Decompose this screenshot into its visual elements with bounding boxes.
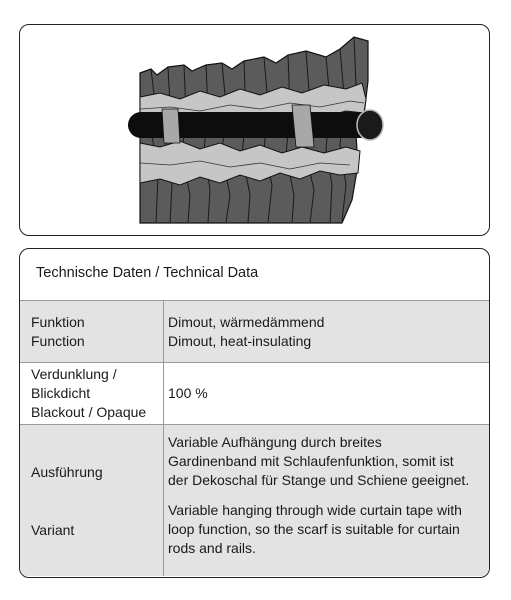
row-label <box>20 425 164 576</box>
curtain-loop-right <box>292 105 314 147</box>
label-en: Function <box>31 332 85 349</box>
table-row-variant <box>20 425 489 576</box>
value-de-line: Gardinenband mit Schlaufenfunktion, somit ist <box>168 453 454 469</box>
technical-data-table <box>19 248 490 578</box>
label-de: Ausführung <box>31 464 103 480</box>
value-de-line: Variable Aufhängung durch breites <box>168 434 382 450</box>
value-en-line: rods and rails. <box>168 540 256 556</box>
row-label <box>20 301 164 362</box>
table-row-blackout <box>20 363 489 425</box>
value-de: Dimout, wärmedämmend <box>168 313 325 330</box>
label-line: Blackout / Opaque <box>31 404 147 420</box>
rod-end-cap <box>357 110 383 140</box>
value-en-line: loop function, so the scarf is suitable for curtain <box>168 521 460 537</box>
curtain-on-rod-illustration <box>20 25 491 237</box>
product-image-frame <box>19 24 490 236</box>
row-value <box>164 425 489 576</box>
row-label <box>20 363 164 424</box>
label-de: Funktion <box>31 313 85 330</box>
value-line: 100 % <box>168 385 208 401</box>
table-title: Technische Daten / Technical Data <box>20 249 489 301</box>
curtain-loop-left <box>162 109 180 143</box>
row-value <box>164 363 489 424</box>
label-en: Variant <box>31 522 75 538</box>
value-en: Dimout, heat-insulating <box>168 332 312 349</box>
label-line: Blickdicht <box>31 385 91 401</box>
value-en-line: Variable hanging through wide curtain tape with <box>168 502 462 518</box>
label-line: Verdunklung / <box>31 366 117 382</box>
value-de-line: der Dekoschal für Stange und Schiene geeignet. <box>168 472 470 488</box>
table-row-function <box>20 301 489 363</box>
row-value <box>164 301 489 362</box>
